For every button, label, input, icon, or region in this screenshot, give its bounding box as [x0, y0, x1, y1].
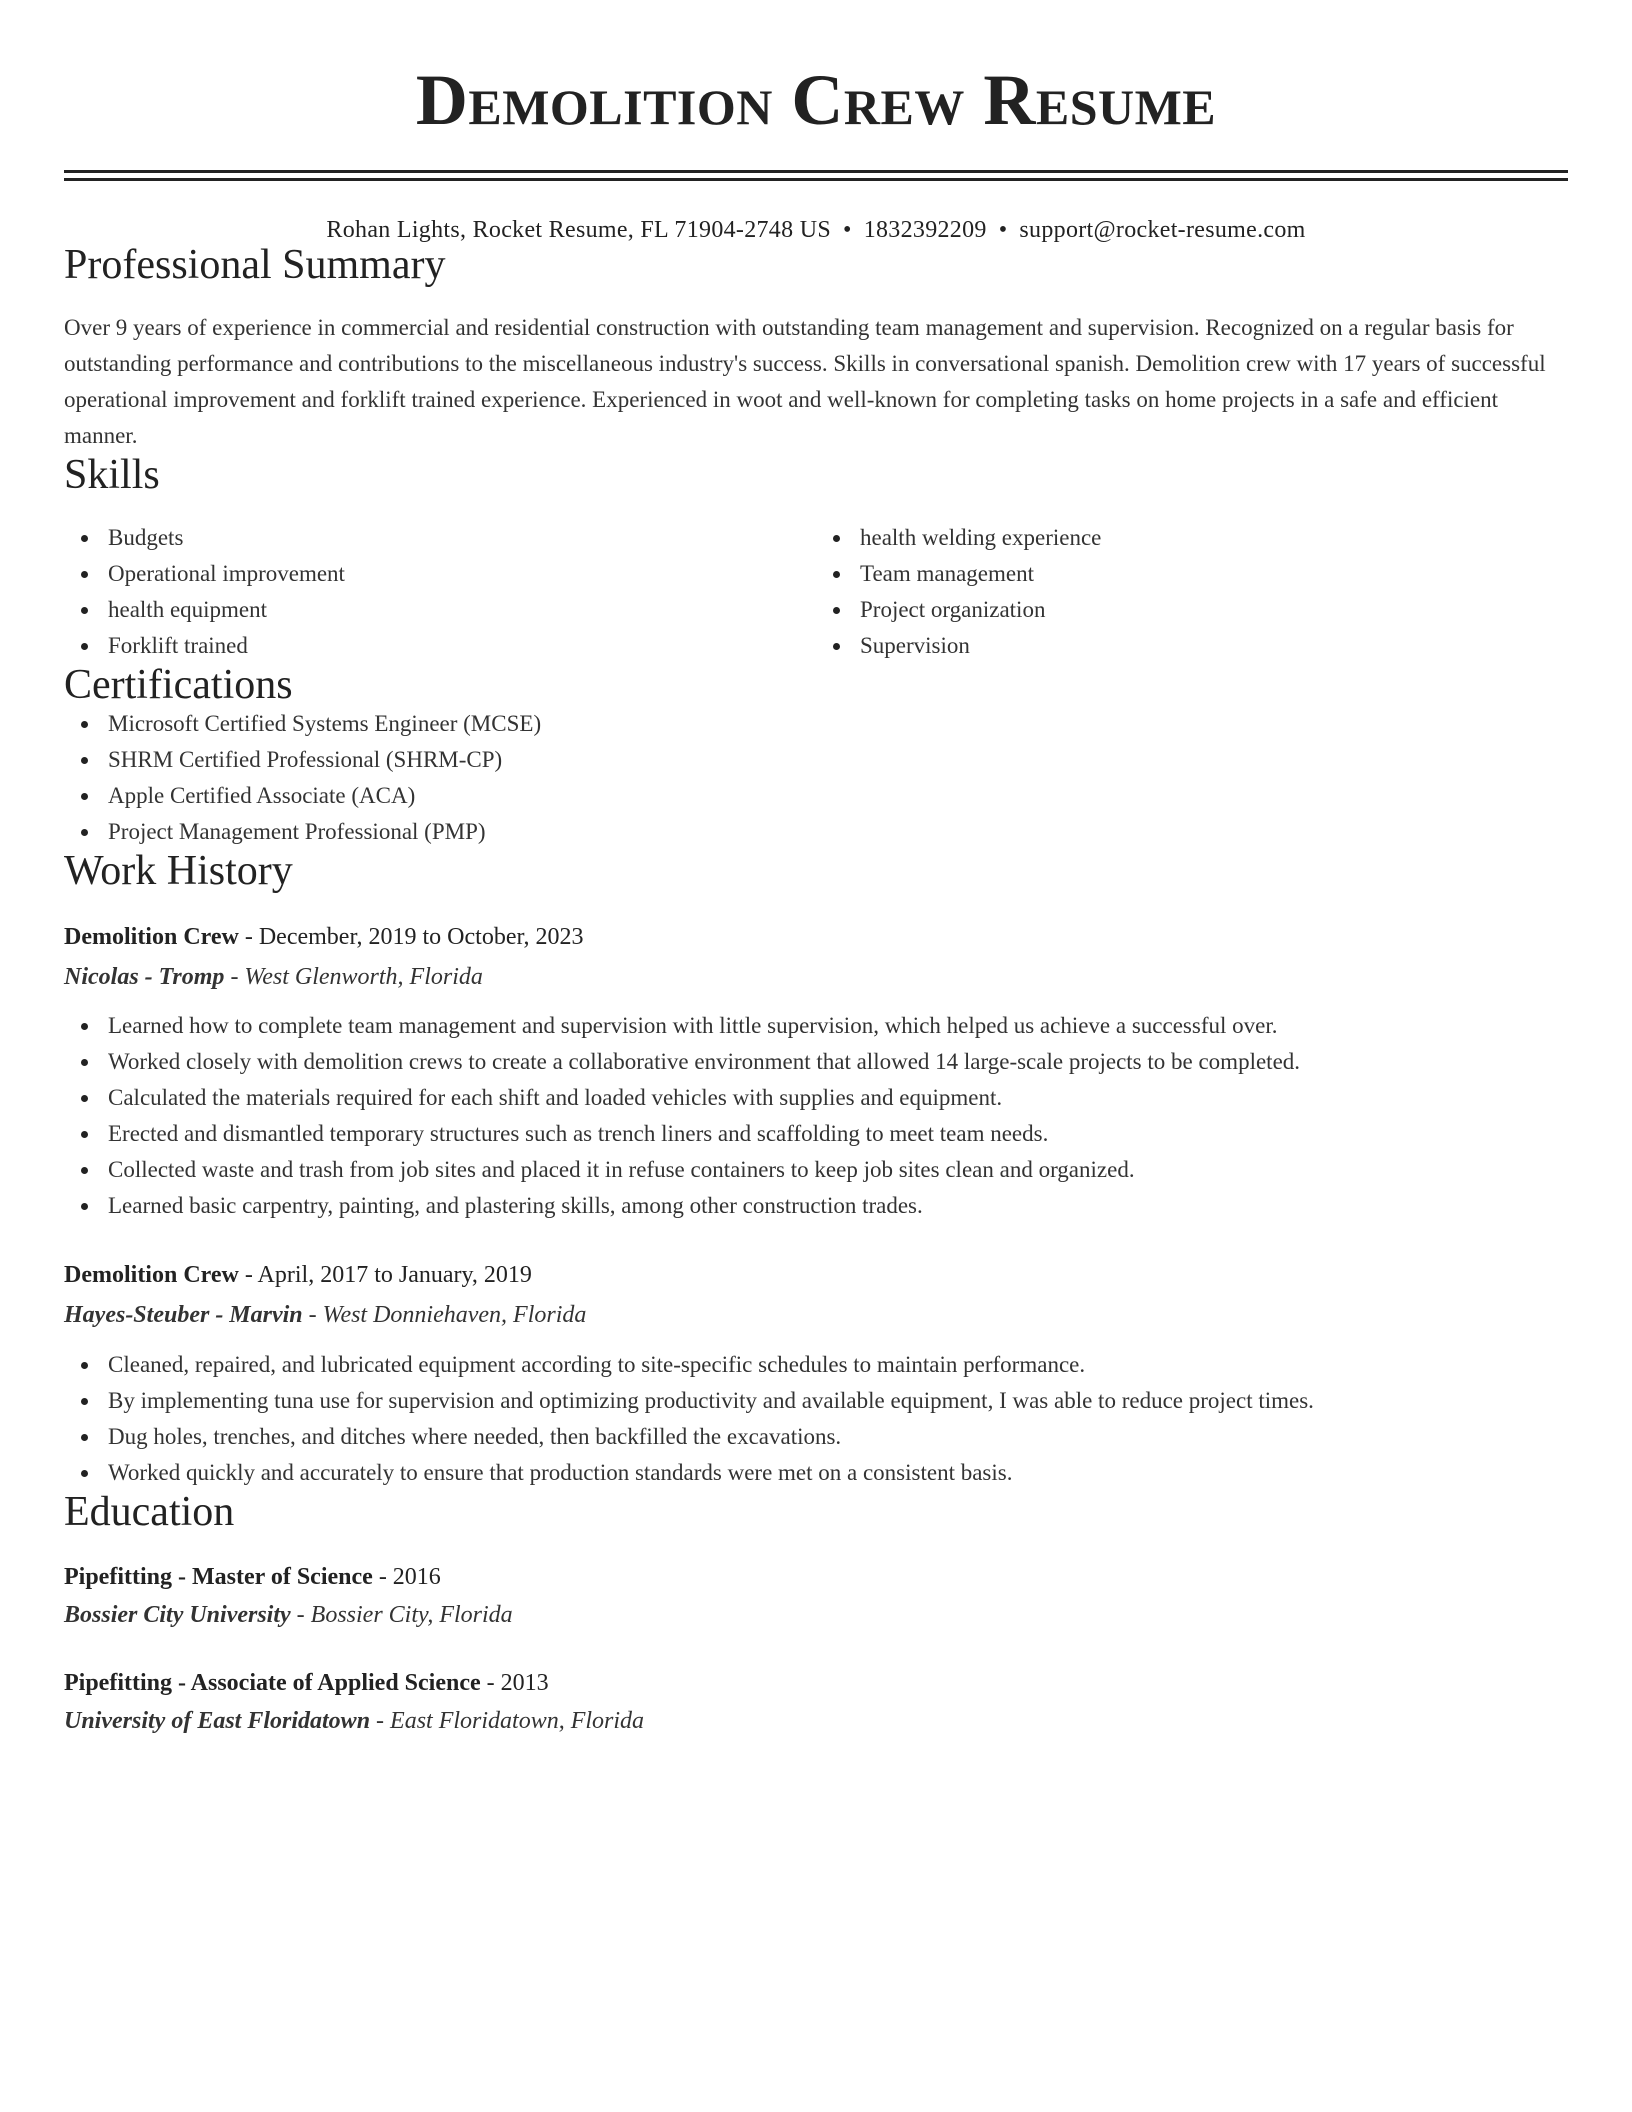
education-location: - East Floridatown, Florida — [376, 1708, 645, 1734]
certification-item: Microsoft Certified Systems Engineer (MCSE) — [64, 706, 1568, 742]
contact-line — [64, 217, 1568, 244]
job-entry — [64, 1255, 1568, 1491]
education-entry — [64, 1664, 1568, 1740]
job-location: - West Donniehaven, Florida — [308, 1302, 587, 1328]
contact-phone: 1832392209 — [863, 217, 987, 243]
certification-item: Apple Certified Associate (ACA) — [64, 778, 1568, 814]
education-entry — [64, 1558, 1568, 1634]
education-location: - Bossier City, Florida — [296, 1602, 513, 1628]
education-degree-line — [64, 1664, 1568, 1702]
skills-list-left — [64, 520, 816, 664]
job-role: Demolition Crew — [64, 924, 239, 950]
education-year: - 2013 — [486, 1670, 549, 1696]
job-duty: Dug holes, trenches, and ditches where needed, then backfilled the excavations. — [64, 1419, 1568, 1455]
education-year: - 2016 — [378, 1564, 441, 1590]
skill-item: Team management — [816, 556, 1568, 592]
work-history-heading: Work History — [64, 848, 293, 894]
contact-address: Rohan Lights, Rocket Resume, FL 71904-2748 US — [326, 217, 831, 243]
skill-item: Supervision — [816, 628, 1568, 664]
summary-heading: Professional Summary — [64, 242, 446, 288]
resume-title: Demolition Crew Resume — [415, 60, 1217, 140]
skill-item: Operational improvement — [64, 556, 816, 592]
job-dates: - December, 2019 to October, 2023 — [244, 924, 584, 950]
job-duty: Calculated the materials required for each shift and loaded vehicles with supplies and equipment. — [64, 1080, 1568, 1116]
job-employer-line — [64, 1295, 1568, 1335]
job-duty: By implementing tuna use for supervision and optimizing productivity and available equipment, I was able to reduce project times. — [64, 1383, 1568, 1419]
skill-item: health equipment — [64, 592, 816, 628]
skill-item: Budgets — [64, 520, 816, 556]
education-school: Bossier City University — [64, 1602, 291, 1628]
job-duty: Worked quickly and accurately to ensure that production standards were met on a consistent basis. — [64, 1455, 1568, 1491]
skill-item: Forklift trained — [64, 628, 816, 664]
contact-email: support@rocket-resume.com — [1019, 217, 1306, 243]
job-entry — [64, 917, 1568, 1224]
job-duty: Collected waste and trash from job sites and placed it in refuse containers to keep job sites clean and organized. — [64, 1152, 1568, 1188]
job-company: Hayes-Steuber - Marvin — [64, 1302, 303, 1328]
job-duty: Erected and dismantled temporary structures such as trench liners and scaffolding to meet team needs. — [64, 1116, 1568, 1152]
skills-list-right — [816, 520, 1568, 664]
education-heading: Education — [64, 1489, 235, 1535]
job-duty: Worked closely with demolition crews to create a collaborative environment that allowed 14 large-scale projects to be completed. — [64, 1044, 1568, 1080]
skill-item: health welding experience — [816, 520, 1568, 556]
job-header — [64, 1255, 1568, 1295]
education-degree-line — [64, 1558, 1568, 1596]
education-degree: Pipefitting - Master of Science — [64, 1564, 373, 1590]
skills-heading: Skills — [64, 452, 160, 498]
job-duties-list — [64, 1008, 1568, 1224]
certifications-list — [64, 706, 1568, 850]
job-role: Demolition Crew — [64, 1262, 239, 1288]
job-duty: Learned basic carpentry, painting, and plastering skills, among other construction trades. — [64, 1188, 1568, 1224]
education-school-line — [64, 1596, 1568, 1634]
job-company: Nicolas - Tromp — [64, 964, 225, 990]
contact-separator: • — [843, 217, 852, 243]
education-school-line — [64, 1702, 1568, 1740]
job-duty: Cleaned, repaired, and lubricated equipment according to site-specific schedules to maintain performance. — [64, 1347, 1568, 1383]
job-duties-list — [64, 1347, 1568, 1491]
job-duty: Learned how to complete team management and supervision with little supervision, which helped us achieve a successful over. — [64, 1008, 1568, 1044]
certifications-heading: Certifications — [64, 662, 293, 708]
job-dates: - April, 2017 to January, 2019 — [244, 1262, 532, 1288]
job-header — [64, 917, 1568, 957]
certification-item: Project Management Professional (PMP) — [64, 814, 1568, 850]
education-school: University of East Floridatown — [64, 1708, 371, 1734]
job-employer-line — [64, 957, 1568, 997]
skills-columns — [64, 520, 1568, 664]
job-location: - West Glenworth, Florida — [230, 964, 483, 990]
summary-text: Over 9 years of experience in commercial and residential construction with outstanding team management and supervision. Recognized on a regular basis for outstanding performance and contributions to the miscellaneous industry's success. Skills in conversational spanish. Demolition crew with 17 years of successful operational improvement and forklift trained experience. Experienced in woot and well-known for completing tasks on home projects in a safe and efficient manner. — [64, 315, 1546, 448]
contact-separator: • — [998, 217, 1008, 243]
title-double-rule — [64, 170, 1568, 181]
education-degree: Pipefitting - Associate of Applied Science — [64, 1670, 481, 1696]
certification-item: SHRM Certified Professional (SHRM-CP) — [64, 742, 1568, 778]
skill-item: Project organization — [816, 592, 1568, 628]
